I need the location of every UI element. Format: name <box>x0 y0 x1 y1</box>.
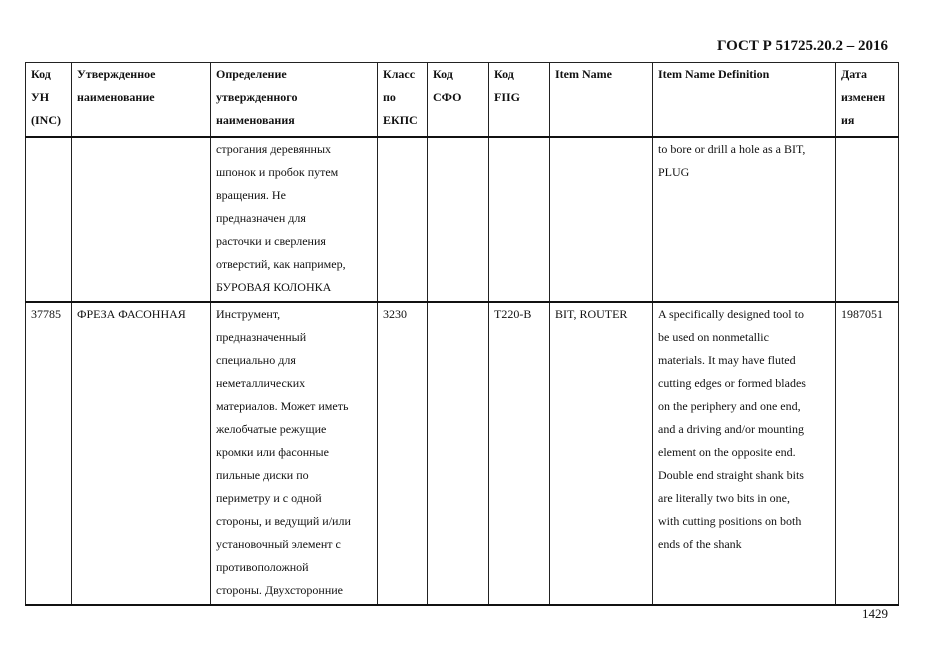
header-approved-name: Утвержденное наименование <box>72 63 211 137</box>
header-item-name-definition: Item Name Definition <box>653 63 836 137</box>
cell-date: 1987051 <box>836 302 899 605</box>
table-header-row <box>26 63 899 137</box>
cell-fiig: T220-B <box>489 302 550 605</box>
cell-definition-en: to bore or drill a hole as a BIT, PLUG <box>653 137 836 302</box>
catalog-table <box>25 62 899 606</box>
header-sfo: Код СФО <box>428 63 489 137</box>
cell-definition-ru: строгания деревянных шпонок и пробок путем вращения. Не предназначен для расточки и сверления отверстий, как например, БУРОВАЯ КОЛОНКА <box>211 137 378 302</box>
cell-inc <box>26 137 72 302</box>
cell-sfo <box>428 137 489 302</box>
cell-item-name <box>550 137 653 302</box>
header-fiig: Код FIIG <box>489 63 550 137</box>
document-header: ГОСТ Р 51725.20.2 – 2016 <box>716 38 888 54</box>
header-inc: Код УН (INC) <box>26 63 72 137</box>
cell-sfo <box>428 302 489 605</box>
cell-fiig <box>489 137 550 302</box>
cell-approved-name <box>72 137 211 302</box>
cell-inc: 37785 <box>26 302 72 605</box>
cell-definition-en: A specifically designed tool to be used on nonmetallic materials. It may have fluted cutting edges or formed blades on the periphery and one end, and a driving and/or mounting element on the opposite end. Double end straight shank bits are literally two bits in one, with cutting positions on both ends of the shank <box>653 302 836 605</box>
cell-approved-name: ФРЕЗА ФАСОННАЯ <box>72 302 211 605</box>
cell-class <box>378 137 428 302</box>
header-change-date: Дата изменен ия <box>836 63 899 137</box>
page-number: 1429 <box>862 606 888 621</box>
header-item-name: Item Name <box>550 63 653 137</box>
cell-definition-ru: Инструмент, предназначенный специально для неметаллических материалов. Может иметь желобчатые режущие кромки или фасонные пильные диски по периметру и с одной стороны, и ведущий и/или установочный элемент с противоположной стороны. Двухсторонние <box>211 302 378 605</box>
header-class: Класс по ЕКПС <box>378 63 428 137</box>
cell-date <box>836 137 899 302</box>
cell-class: 3230 <box>378 302 428 605</box>
cell-item-name: BIT, ROUTER <box>550 302 653 605</box>
table-row <box>26 302 899 605</box>
table-row <box>26 137 899 302</box>
header-definition: Определение утвержденного наименования <box>211 63 378 137</box>
